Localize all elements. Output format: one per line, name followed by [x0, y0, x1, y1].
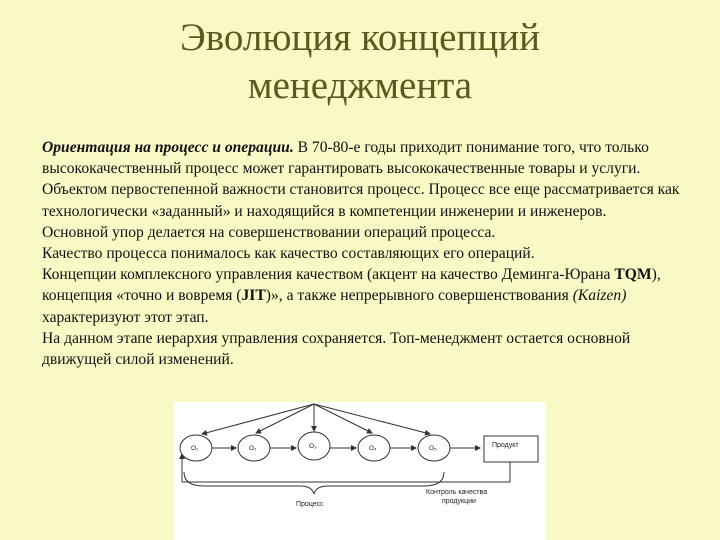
process-label: Процесс — [296, 501, 324, 508]
slide-title — [0, 14, 720, 110]
product-box — [484, 436, 538, 462]
paragraph-5: На данном этапе иерархия управления сохраняется. Топ-менеджмент остается основной движущей силой изменений. — [42, 329, 631, 369]
product-label: Продукт — [492, 442, 519, 449]
paragraph-1-rest: В 70-80-е годы приходит понимание того, что только высококачественный процесс может гарантировать высококачественные товары и услуги. Объектом первостепенной важности становится процесс. Процесс все еще рассматривается как технологически «заданный» и находящийся в компетенции инженерии и инженеров. — [42, 139, 680, 220]
process-diagram-svg — [174, 402, 546, 540]
slide-title-line-1: Эволюция концепций — [180, 16, 540, 59]
operation-label-5: O₅ — [429, 445, 437, 452]
paragraph-4 — [42, 264, 682, 328]
p4-part-d: характеризуют этот этап. — [42, 308, 209, 326]
process-diagram — [174, 402, 546, 540]
paragraph-2: Основной упор делается на совершенствовании операций процесса. — [42, 223, 496, 241]
paragraph-1 — [42, 137, 682, 222]
quality-control-line-2: продукции — [442, 498, 476, 505]
operation-label-4: O₄ — [369, 445, 377, 452]
mgmt-arrow-o1 — [202, 404, 314, 434]
body-text — [42, 137, 682, 370]
lead-phrase: Ориентация на процесс и операции. — [42, 139, 294, 156]
operation-label-2: O₂ — [249, 445, 257, 452]
mgmt-arrow-o5 — [314, 404, 430, 434]
process-brace — [184, 472, 444, 494]
p4-part-a: Концепции комплексного управления качеством (акцент на качество Деминга-Юрана — [42, 266, 615, 284]
tqm-term: TQM — [614, 266, 652, 284]
feedback-loop — [182, 454, 510, 482]
slide-title-line-2: менеджмента — [247, 64, 473, 107]
mgmt-arrow-o2 — [256, 404, 314, 433]
mgmt-arrow-o4 — [314, 404, 372, 433]
operation-label-1: O₁ — [191, 445, 199, 452]
kaizen-term: (Kaizen) — [572, 287, 627, 305]
p4-part-b: ), концепция «точно и вовремя ( — [42, 266, 661, 305]
quality-control-line-1: Контроль качества — [426, 489, 488, 496]
paragraph-3: Качество процесса понималось как качество составляющих его операций. — [42, 245, 535, 263]
operation-label-3: O₃ — [309, 443, 317, 450]
p4-part-c: )», а также непрерывного совершенствования — [265, 287, 573, 305]
management-arrows — [202, 404, 430, 434]
jit-term: JIT — [241, 287, 266, 305]
